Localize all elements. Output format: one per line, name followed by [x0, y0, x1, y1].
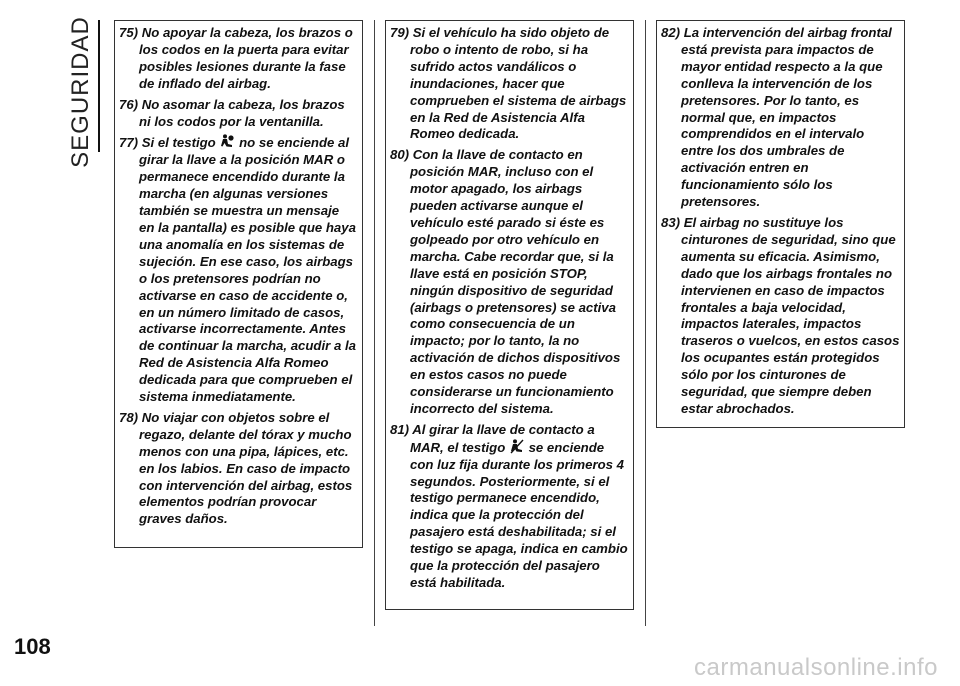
note-79: 79) Si el vehículo ha sido objeto de robo o intento de robo, si ha sufrido actos vandálicos o inundaciones, hacer que comprueben el sistema de airbags en la Red de Asistencia Alfa Romeo dedicada.	[390, 25, 627, 142]
note-76: 76) No asomar la cabeza, los brazos ni los codos por la ventanilla.	[119, 96, 345, 129]
watermark: carmanualsonline.info	[694, 654, 938, 681]
note-box-column-3	[656, 20, 905, 428]
section-label	[64, 16, 98, 168]
note-77-text-start: 77) Si el testigo	[119, 135, 216, 151]
note-box-column-2	[385, 20, 634, 610]
passenger-airbag-off-icon	[510, 439, 524, 454]
section-bar	[98, 20, 100, 152]
column-divider-1	[374, 20, 375, 626]
note-75: 75) No apoyar la cabeza, los brazos o los codos en la puerta para evitar posibles lesiones durante la fase de inflado del airbag.	[119, 25, 353, 91]
note-80: 80) Con la llave de contacto en posición MAR, incluso con el motor apagado, los airbags pueden activarse aunque el vehículo esté parado si éste es golpeado por otro vehículo en marcha. Cabe recordar que, si la llave está en posición STOP, ningún dispositivo de seguridad (airbags o pretensores) se activa como consecuencia de un impacto; por lo tanto, la no activación de dichos dispositivos en estos casos no puede considerarse un funcionamiento incorrecto del sistema.	[390, 147, 621, 416]
note-82: 82) La intervención del airbag frontal está prevista para impactos de mayor entidad respecto a la que conlleva la intervención de los pretensores. Por lo tanto, es normal que, en impactos comprendidos en el intervalo entre los dos umbrales de activación entren en funcionamiento sólo los pretensores.	[661, 25, 892, 210]
note-77-text-end: no se enciende al girar la llave a la posición MAR o permanece encendido durante la marcha (en algunas versiones también se muestra un mensaje en la pantalla) es posible que haya una anomalía en los sistemas de sujeción. En ese caso, los airbags o los pretensores podrían no activarse en caso de accidente o, en un número limitado de casos, activarse incorrectamente. Antes de continuar la marcha, acudir a la Red de Asistencia Alfa Romeo dedicada para que comprueben el sistema inmediatamente.	[139, 135, 356, 405]
note-81-text-end: se enciende con luz fija durante los primeros 4 segundos. Posteriormente, si el testigo permanece encendido, indica que la protección del pasajero está deshabilitada; si el testigo se apaga, indica en cambio que la protección del pasajero está habilitada.	[410, 439, 628, 590]
note-83: 83) El airbag no sustituye los cinturones de seguridad, sino que aumenta su eficacia. Asimismo, dado que los airbags frontales no intervienen en caso de impactos frontales a baja velocidad, impactos laterales, impactos traseros o vuelcos, en estos casos los ocupantes están protegidos sólo por los cinturones de seguridad, que siempre deben estar abrochados.	[661, 214, 900, 416]
note-81-text-start: 81) Al girar la llave de contacto a MAR, el testigo	[390, 421, 595, 455]
airbag-warning-icon	[220, 134, 234, 149]
note-81	[390, 422, 629, 592]
column-divider-2	[645, 20, 646, 626]
page-number: 108	[14, 634, 51, 659]
note-78: 78) No viajar con objetos sobre el regazo, delante del tórax y mucho menos con una pipa, lápices, etc. en los labios. En caso de impacto con intervención del airbag, estos elementos podrían provocar graves daños.	[119, 409, 353, 527]
section-label-text: SEGURIDAD	[67, 16, 94, 168]
note-box-column-1	[114, 20, 363, 548]
note-77	[119, 134, 358, 406]
